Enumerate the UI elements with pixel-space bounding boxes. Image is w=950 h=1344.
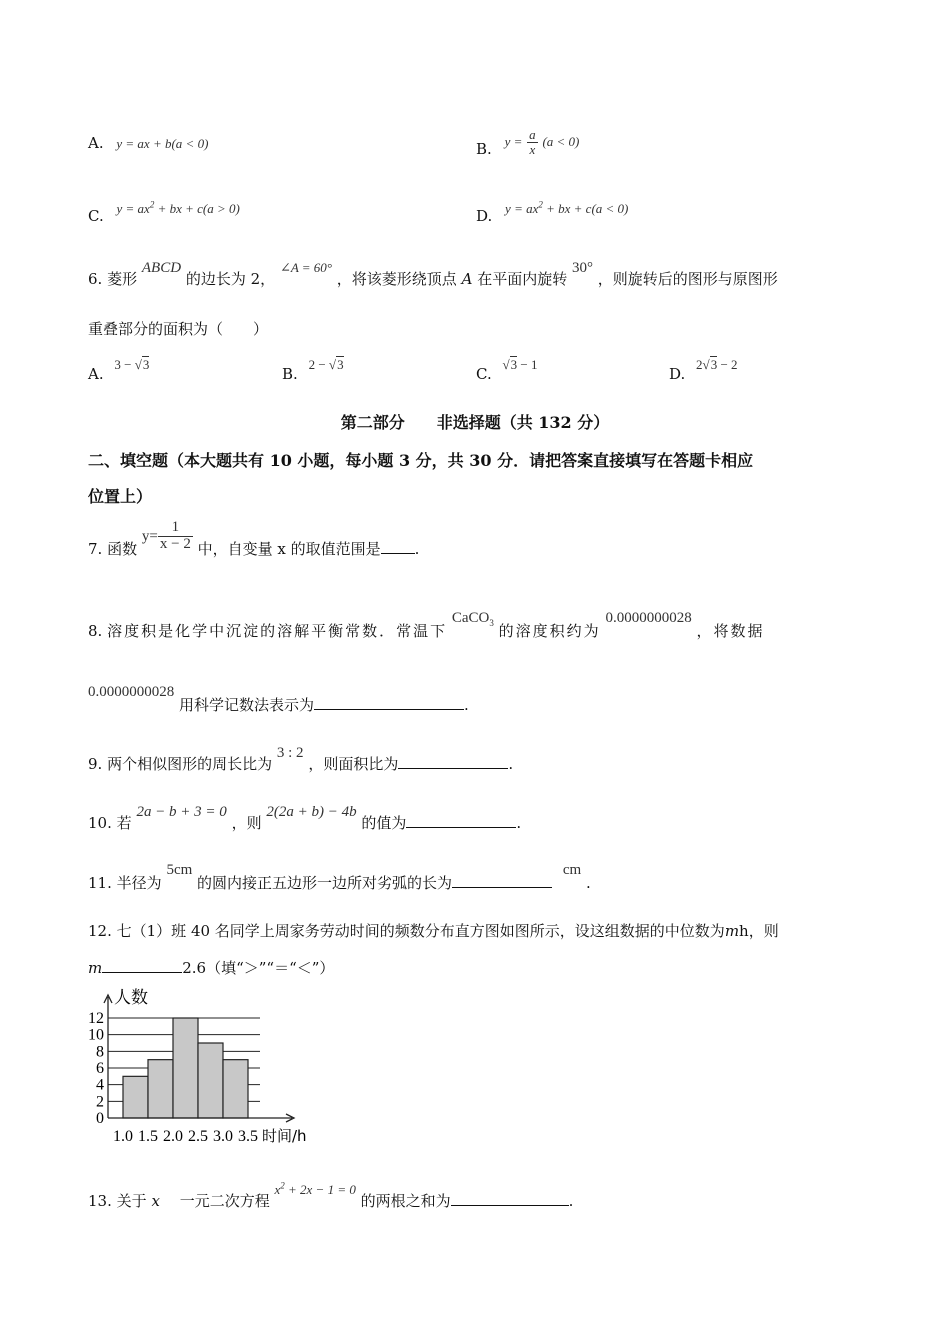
- question-text: ，将数据: [696, 622, 765, 640]
- x-axis-label: 时间/h: [262, 1127, 307, 1145]
- question-text: 若: [116, 814, 132, 832]
- q6-option-d: D. 2√3 − 2: [669, 357, 738, 383]
- y-tick-labels: [88, 1010, 104, 1127]
- math-expr: 5cm: [166, 862, 193, 878]
- question-text: 的圆内接正五边形一边所对劣弧的长为: [197, 874, 453, 892]
- math-expr: x: [151, 1192, 160, 1210]
- question-text: 在平面内旋转: [477, 270, 568, 288]
- math-expr: 2(2a + b) − 4b: [266, 804, 357, 820]
- fraction-numerator: a: [529, 127, 536, 142]
- q5-option-b: [476, 118, 580, 159]
- answer-blank[interactable]: [451, 1191, 569, 1206]
- q6-option-c: C. √3 − 1: [476, 357, 538, 383]
- question-text: 两个相似图形的周长比为: [107, 755, 273, 773]
- question-number: 12.: [88, 922, 112, 940]
- math-expr: ∠A = 60°: [279, 260, 333, 275]
- question-text: 菱形: [107, 270, 138, 288]
- question-text: .: [568, 1192, 574, 1210]
- histogram-bar: [123, 1076, 148, 1118]
- fraction-numerator: 1: [158, 520, 193, 537]
- math-expr: 0.0000000028: [605, 610, 692, 626]
- y-tick-label: 8: [96, 1043, 104, 1061]
- question-text: 七（1）班 40 名同学上周家务劳动时间的频数分布直方图如图所示，设这组数据的中位数为: [116, 922, 725, 940]
- answer-blank[interactable]: [314, 695, 464, 710]
- q5-option-d: [476, 199, 629, 225]
- option-label: C.: [88, 207, 104, 225]
- question-text: .: [414, 540, 420, 559]
- histogram-bar: [173, 1018, 198, 1118]
- question-text: 中，自变量 x 的取值范围是: [197, 540, 381, 559]
- histogram-bar: [148, 1060, 173, 1118]
- option-label: A.: [88, 365, 104, 383]
- answer-blank[interactable]: [398, 754, 508, 769]
- math-expr: 3 : 2: [276, 745, 304, 761]
- fraction: [158, 520, 193, 553]
- question-text: 溶度积是化学中沉淀的溶解平衡常数．常温下: [107, 622, 448, 640]
- x-tick-label: 2.5: [188, 1128, 208, 1145]
- question-text: .: [464, 696, 469, 714]
- question-text: .: [516, 814, 522, 832]
- question-text: 的值为: [361, 814, 407, 832]
- option-math: y = ax + b(a < 0): [116, 136, 209, 151]
- subscript: 3: [489, 618, 494, 628]
- q5-option-c: [88, 199, 240, 225]
- question-text: 重叠部分的面积为（ ）: [88, 320, 269, 338]
- question-text: .: [508, 755, 514, 773]
- question-text: 函数: [107, 540, 138, 559]
- option-math: y = ax: [116, 201, 150, 216]
- y-tick-label: 12: [88, 1010, 104, 1027]
- fraction-denominator: x: [529, 141, 536, 157]
- question-13: [88, 1178, 574, 1210]
- question-number: 6.: [88, 270, 103, 288]
- question-text: h，则: [739, 922, 779, 940]
- fraction-denominator: x − 2: [159, 535, 191, 552]
- option-math-post: (a < 0): [542, 134, 580, 150]
- x-tick-label: 3.5: [238, 1128, 258, 1145]
- superscript: 2: [538, 199, 543, 210]
- question-number: 9.: [88, 755, 103, 773]
- option-label: D.: [669, 365, 686, 383]
- option-label: D.: [476, 207, 493, 225]
- question-8-cont: [88, 680, 469, 714]
- x-tick-label: 3.0: [213, 1128, 233, 1145]
- question-11: [88, 858, 591, 892]
- question-text: ，则面积比为: [308, 755, 399, 773]
- math-expr: 30°: [572, 260, 594, 276]
- question-10: [88, 800, 522, 832]
- question-number: 11.: [88, 874, 112, 892]
- answer-blank[interactable]: [381, 539, 415, 554]
- option-label: C.: [476, 365, 492, 383]
- option-label: B.: [282, 365, 298, 383]
- y-tick-label: 6: [96, 1060, 104, 1077]
- math-expr: 0.0000000028: [88, 684, 175, 700]
- option-math: y = ax: [505, 201, 539, 216]
- question-text: 的两根之和为: [360, 1192, 451, 1210]
- section-heading: 位置上）: [88, 487, 153, 506]
- math-expr: y=: [141, 528, 158, 545]
- math-expr: m: [724, 922, 740, 940]
- question-text: 2.6（填“＞”“＝“＜”）: [182, 959, 335, 977]
- question-text: .: [585, 874, 591, 892]
- superscript: 2: [149, 199, 155, 210]
- question-9: [88, 741, 514, 773]
- option-fraction: [527, 128, 538, 156]
- question-text: 半径为: [116, 874, 162, 892]
- math-expr: ABCD: [141, 260, 182, 276]
- x-tick-labels: [113, 1128, 258, 1145]
- x-tick-label: 2.0: [163, 1128, 183, 1145]
- math-expr: A: [461, 270, 473, 288]
- sqrt-radicand: 3: [710, 357, 718, 372]
- math-expr: cm: [562, 862, 582, 878]
- question-12-cont: [88, 957, 334, 978]
- histogram-bar: [198, 1043, 223, 1118]
- x-tick-label: 1.0: [113, 1128, 133, 1145]
- question-number: 13.: [88, 1192, 112, 1210]
- option-math-post: − 2: [720, 357, 738, 372]
- histogram-bar: [223, 1060, 248, 1118]
- math-expr: CaCO: [451, 610, 490, 626]
- x-tick-label: 1.5: [138, 1128, 158, 1145]
- option-math: + bx + c(a < 0): [546, 201, 629, 216]
- option-math-pre: 2 −: [308, 357, 326, 372]
- question-text: ，则: [231, 814, 262, 832]
- y-tick-label: 4: [96, 1076, 104, 1094]
- answer-blank[interactable]: [452, 873, 552, 888]
- math-expr: x: [274, 1182, 281, 1197]
- option-label: A.: [88, 134, 104, 152]
- section-heading: 二、填空题（本大题共有 10 小题，每小题 3 分，共 30 分．请把答案直接填写在答题卡相应: [88, 451, 754, 470]
- histogram-chart: [80, 985, 330, 1150]
- question-text: 的边长为 2，: [185, 270, 276, 288]
- option-math-post: − 1: [520, 357, 538, 372]
- sqrt-radicand: 3: [337, 357, 344, 372]
- part-title: 第二部分 非选择题（共 132 分）: [340, 413, 610, 432]
- y-tick-label: 2: [96, 1093, 104, 1111]
- sqrt-radicand: 3: [142, 357, 150, 372]
- question-number: 7.: [88, 540, 103, 559]
- question-8: [88, 606, 863, 640]
- q6-option-b: B. 2 − √3: [282, 357, 344, 383]
- question-text: 关于: [116, 1192, 147, 1210]
- y-axis-label: 人数: [114, 988, 148, 1008]
- question-text: ，则旋转后的图形与原图形: [597, 270, 778, 288]
- option-math-pre: 3 −: [114, 357, 132, 372]
- q5-option-a: [88, 134, 208, 152]
- option-math-pre: 2: [696, 357, 703, 372]
- y-tick-label: 0: [96, 1110, 104, 1127]
- math-expr: m: [88, 959, 103, 977]
- superscript: 2: [280, 1180, 285, 1191]
- q6-option-a: A. 3 − √3: [88, 357, 150, 383]
- option-math-pre: y =: [504, 134, 523, 150]
- math-expr: 2a − b + 3 = 0: [136, 804, 227, 820]
- option-math: + bx + c(a > 0): [157, 201, 240, 216]
- y-tick-label: 10: [88, 1026, 104, 1044]
- answer-blank[interactable]: [102, 958, 182, 973]
- question-text: ，将该菱形绕顶点: [336, 270, 457, 288]
- question-6: [88, 256, 778, 288]
- question-text: 的溶度积约为: [498, 622, 601, 640]
- answer-blank[interactable]: [406, 813, 516, 828]
- question-text: 一元二次方程: [164, 1192, 270, 1210]
- question-12: [88, 920, 779, 941]
- sqrt-radicand: 3: [510, 357, 518, 372]
- math-expr: + 2x − 1 = 0: [288, 1182, 356, 1197]
- question-number: 8.: [88, 622, 103, 640]
- question-text: 用科学记数法表示为: [179, 696, 315, 714]
- question-number: 10.: [88, 814, 112, 832]
- option-label: B.: [476, 140, 492, 159]
- question-7: [88, 519, 420, 559]
